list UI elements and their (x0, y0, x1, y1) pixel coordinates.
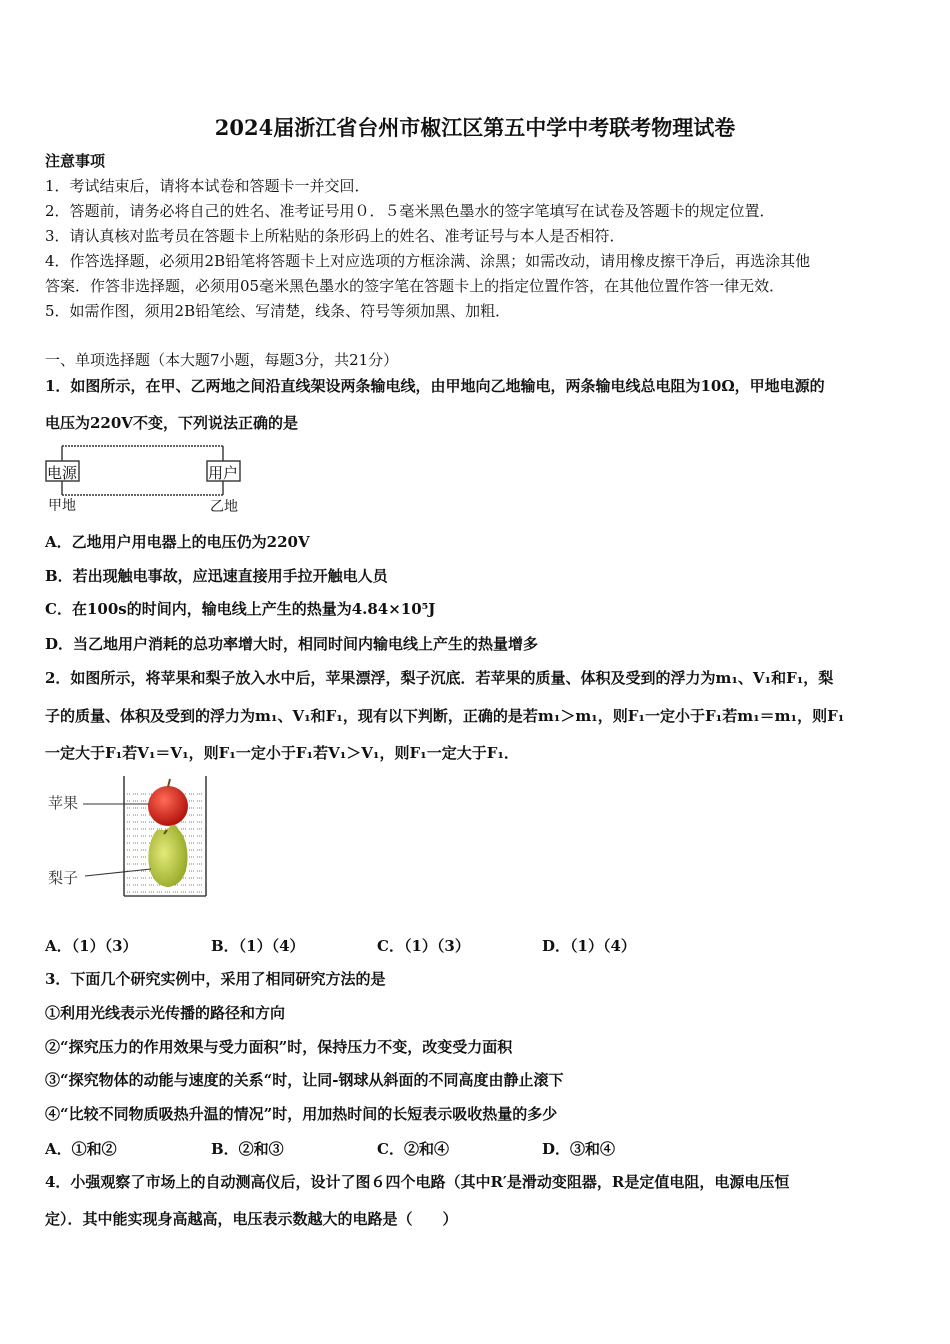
option-d: D．③和④ (542, 1140, 616, 1158)
option-a: A．（1）（3） (45, 937, 138, 955)
question-1-stem: 1．如图所示，在甲、乙两地之间沿直线架设两条输电线，由甲地向乙地输电，两条输电线总电阻为10Ω，甲地电源的 (45, 377, 825, 395)
location-b-label: 乙地 (210, 499, 238, 515)
question-2-stem-cont: 一定大于F₁若V₁＝V₁，则F₁一定小于F₁若V₁＞V₁，则F₁一定大于F₁． (45, 744, 519, 762)
apple (148, 786, 188, 826)
page-title: 2024届浙江省台州市椒江区第五中学中考联考物理试卷 (214, 115, 736, 140)
apple-label: 苹果 (48, 794, 79, 812)
pear-label: 梨子 (48, 869, 79, 887)
notice-item: 2．答题前，请务必将自己的姓名、准考证号用０．５毫米黑色墨水的签字笔填写在试卷及答题卡的规定位置． (45, 202, 775, 220)
notice-item: 答案．作答非选择题，必须用05毫米黑色墨水的签字笔在答题卡上的指定位置作答，在其他位置作答一律无效． (45, 277, 785, 295)
option-b: B．②和③ (211, 1140, 284, 1158)
notice-item: 4．作答选择题，必须用2B铅笔将答题卡上对应选项的方框涂满、涂黑；如需改动，请用橡皮擦干净后，再选涂其他 (45, 252, 811, 270)
question-4-stem-cont: 定）．其中能实现身高越高，电压表示数越大的电路是（ ） (45, 1210, 458, 1228)
apple-stem (168, 779, 170, 787)
option-c: C．（1）（3） (377, 937, 470, 955)
question-3-stem: 3．下面几个研究实例中，采用了相同研究方法的是 (45, 970, 386, 988)
question-1-stem-cont: 电压为220V不变，下列说法正确的是 (45, 414, 298, 432)
section-heading: 一、单项选择题（本大题7小题，每题3分，共21分） (45, 351, 399, 369)
question-3-item: ②“探究压力的作用效果与受力面积”时，保持压力不变，改变受力面积 (45, 1038, 513, 1056)
question-3-item: ③“探究物体的动能与速度的关系“时，让同-钢球从斜面的不同高度由静止滚下 (45, 1071, 564, 1089)
option-c: C．在100s的时间内，输电线上产生的热量为4.84×10⁵J (45, 600, 436, 618)
question-2-stem: 2．如图所示，将苹果和梨子放入水中后，苹果漂浮，梨子沉底．若苹果的质量、体积及受到的浮力为m₁、V₁和F₁，梨 (45, 669, 834, 687)
question-4-stem: 4．小强观察了市场上的自动测高仪后，设计了图６四个电路（其中R′是滑动变阻器，R是定值电阻，电源电压恒 (45, 1173, 790, 1191)
notice-item: 1．考试结束后，请将本试卷和答题卡一并交回． (45, 177, 370, 195)
location-a-label: 甲地 (48, 498, 76, 514)
question-3-item: ④“比较不同物质吸热升温的情况”时，用加热时间的长短表示吸收热量的多少 (45, 1105, 558, 1123)
option-b: B．若出现触电事故，应迅速直接用手拉开触电人员 (45, 567, 388, 585)
option-d: D．当乙地用户消耗的总功率增大时，相同时间内输电线上产生的热量增多 (45, 635, 539, 653)
user-label: 用户 (208, 464, 239, 482)
question-2-stem-cont: 子的质量、体积及受到的浮力为m₁、V₁和F₁，现有以下判断，正确的是若m₁＞m₁，则F₁一定小于F₁若m₁＝m₁，则F₁ (45, 707, 845, 725)
option-b: B．（1）（4） (211, 937, 305, 955)
option-a: A．①和② (45, 1140, 117, 1158)
source-label: 电源 (47, 464, 78, 482)
notice-item: 5．如需作图，须用2B铅笔绘、写清楚，线条、符号等须加黑、加粗． (45, 302, 511, 320)
pear (148, 825, 187, 887)
question-3-item: ①利用光线表示光传播的路径和方向 (45, 1004, 286, 1022)
power-line-figure (45, 445, 245, 520)
notice-item: 3．请认真核对监考员在答题卡上所粘贴的条形码上的姓名、准考证号与本人是否相符． (45, 227, 625, 245)
notice-heading: 注意事项 (45, 152, 106, 170)
option-a: A．乙地用户用电器上的电压仍为220V (45, 533, 310, 551)
option-c: C．②和④ (377, 1140, 449, 1158)
option-d: D．（1）（4） (542, 937, 636, 955)
apple-pear-figure (45, 770, 215, 900)
